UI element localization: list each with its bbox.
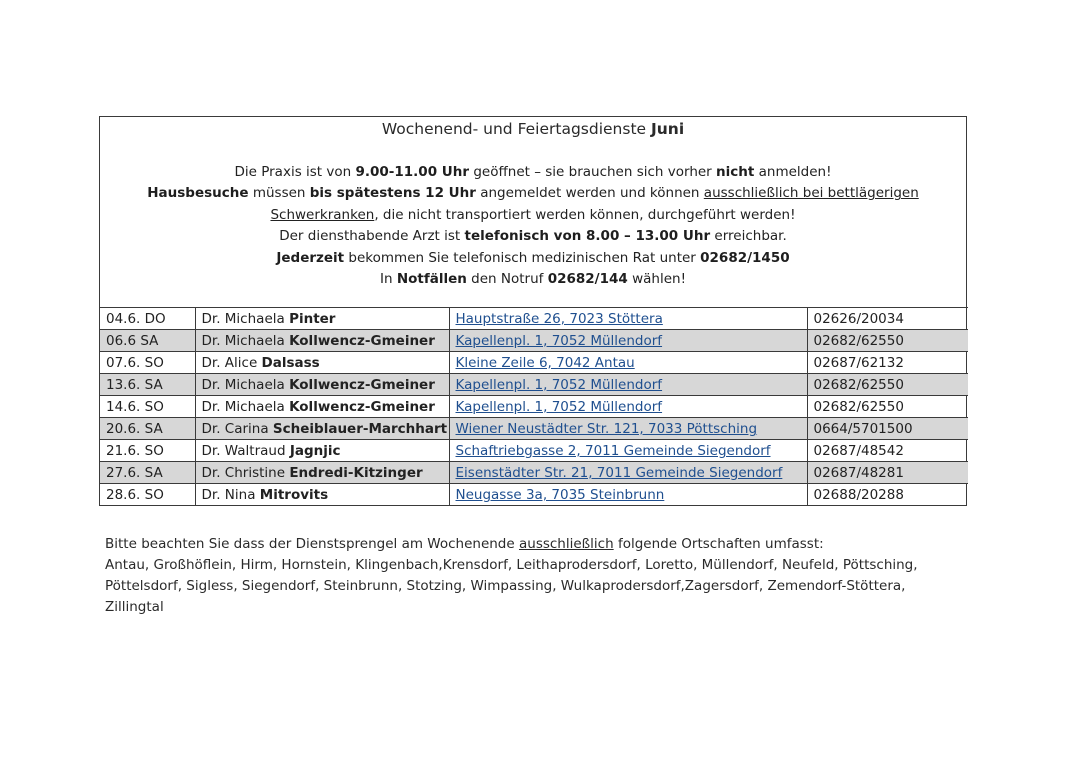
date-cell: 13.6. SA xyxy=(100,374,195,396)
address-cell xyxy=(449,440,807,462)
address-cell xyxy=(449,396,807,418)
address-cell xyxy=(449,330,807,352)
table-row xyxy=(100,352,968,374)
district-note xyxy=(105,534,975,618)
address-link[interactable]: Wiener Neustädter Str. 121, 7033 Pöttsching xyxy=(455,420,758,437)
table-row xyxy=(100,374,968,396)
date-cell: 20.6. SA xyxy=(100,418,195,440)
date-cell: 28.6. SO xyxy=(100,484,195,506)
table-row xyxy=(100,440,968,462)
table-row xyxy=(100,484,968,506)
info-line-bedridden: Schwerkranken, die nicht transportiert werden können, durchgeführt werden! xyxy=(270,206,796,223)
doctor-cell: Dr. Michaela Kollwencz-Gmeiner xyxy=(195,374,449,396)
address-link[interactable]: Neugasse 3a, 7035 Steinbrunn xyxy=(455,486,665,503)
date-cell: 06.6 SA xyxy=(100,330,195,352)
date-cell: 07.6. SO xyxy=(100,352,195,374)
note-towns-line-2: Pöttelsdorf, Sigless, Siegendorf, Steinbrunn, Stotzing, Wimpassing, Wulkaprodersdorf,Zagersdorf, Zemendorf-Stöttera, xyxy=(105,578,906,594)
note-towns-line-3: Zillingtal xyxy=(105,599,164,615)
address-cell xyxy=(449,352,807,374)
info-line-housecalls: Hausbesuche müssen bis spätestens 12 Uhr angemeldet werden und können ausschließlich bei bettlägerigen xyxy=(147,185,919,202)
note-towns-line-1: Antau, Großhöflein, Hirm, Hornstein, Klingenbach,Krensdorf, Leithaprodersdorf, Loretto, Müllendorf, Neufeld, Pöttsching, xyxy=(105,557,918,573)
info-line-opening: Die Praxis ist von 9.00-11.00 Uhr geöffnet – sie brauchen sich vorher nicht anmelden! xyxy=(234,164,832,180)
doctor-cell: Dr. Carina Scheiblauer-Marchhart xyxy=(195,418,449,440)
phone-cell: 02688/20288 xyxy=(807,484,968,506)
doctor-cell: Dr. Christine Endredi-Kitzinger xyxy=(195,462,449,484)
address-cell xyxy=(449,418,807,440)
table-row xyxy=(100,462,968,484)
table-row xyxy=(100,418,968,440)
phone-cell: 02626/20034 xyxy=(807,308,968,330)
phone-cell: 02687/48542 xyxy=(807,440,968,462)
phone-cell: 0664/5701500 xyxy=(807,418,968,440)
address-link[interactable]: Kapellenpl. 1, 7052 Müllendorf xyxy=(455,332,663,349)
address-link[interactable]: Kapellenpl. 1, 7052 Müllendorf xyxy=(455,398,663,415)
address-link[interactable]: Kleine Zeile 6, 7042 Antau xyxy=(455,354,635,371)
address-link[interactable]: Eisenstädter Str. 21, 7011 Gemeinde Siegendorf xyxy=(455,464,783,481)
doctor-cell: Dr. Nina Mitrovits xyxy=(195,484,449,506)
phone-cell: 02682/62550 xyxy=(807,330,968,352)
address-cell xyxy=(449,374,807,396)
phone-cell: 02682/62550 xyxy=(807,396,968,418)
info-line-advice: Jederzeit bekommen Sie telefonisch medizinischen Rat unter 02682/1450 xyxy=(276,249,790,266)
address-link[interactable]: Schaftriebgasse 2, 7011 Gemeinde Siegendorf xyxy=(455,442,771,459)
note-intro: Bitte beachten Sie dass der Dienstsprengel am Wochenende ausschließlich folgende Ortschaften umfasst: xyxy=(105,536,824,552)
doctor-cell: Dr. Michaela Kollwencz-Gmeiner xyxy=(195,396,449,418)
header-section xyxy=(100,117,966,307)
address-link[interactable]: Hauptstraße 26, 7023 Stöttera xyxy=(455,310,663,327)
table-row xyxy=(100,330,968,352)
address-cell xyxy=(449,308,807,330)
phone-cell: 02687/48281 xyxy=(807,462,968,484)
date-cell: 21.6. SO xyxy=(100,440,195,462)
phone-cell: 02682/62550 xyxy=(807,374,968,396)
date-cell: 27.6. SA xyxy=(100,462,195,484)
doctor-cell: Dr. Waltraud Jagnjic xyxy=(195,440,449,462)
title-month: Juni xyxy=(651,120,685,138)
schedule-frame xyxy=(99,116,967,506)
info-line-phone-hours: Der diensthabende Arzt ist telefonisch von 8.00 – 13.00 Uhr erreichbar. xyxy=(279,228,787,245)
info-line-emergency: In Notfällen den Notruf 02682/144 wählen! xyxy=(380,271,686,288)
table-row xyxy=(100,308,968,330)
doctor-cell: Dr. Alice Dalsass xyxy=(195,352,449,374)
schedule-table xyxy=(100,307,968,505)
doctor-cell: Dr. Michaela Kollwencz-Gmeiner xyxy=(195,330,449,352)
address-link[interactable]: Kapellenpl. 1, 7052 Müllendorf xyxy=(455,376,663,393)
address-cell xyxy=(449,462,807,484)
date-cell: 04.6. DO xyxy=(100,308,195,330)
date-cell: 14.6. SO xyxy=(100,396,195,418)
phone-cell: 02687/62132 xyxy=(807,352,968,374)
document-title: Wochenend- und Feiertagsdienste Juni xyxy=(381,120,685,138)
table-row xyxy=(100,396,968,418)
doctor-cell: Dr. Michaela Pinter xyxy=(195,308,449,330)
address-cell xyxy=(449,484,807,506)
